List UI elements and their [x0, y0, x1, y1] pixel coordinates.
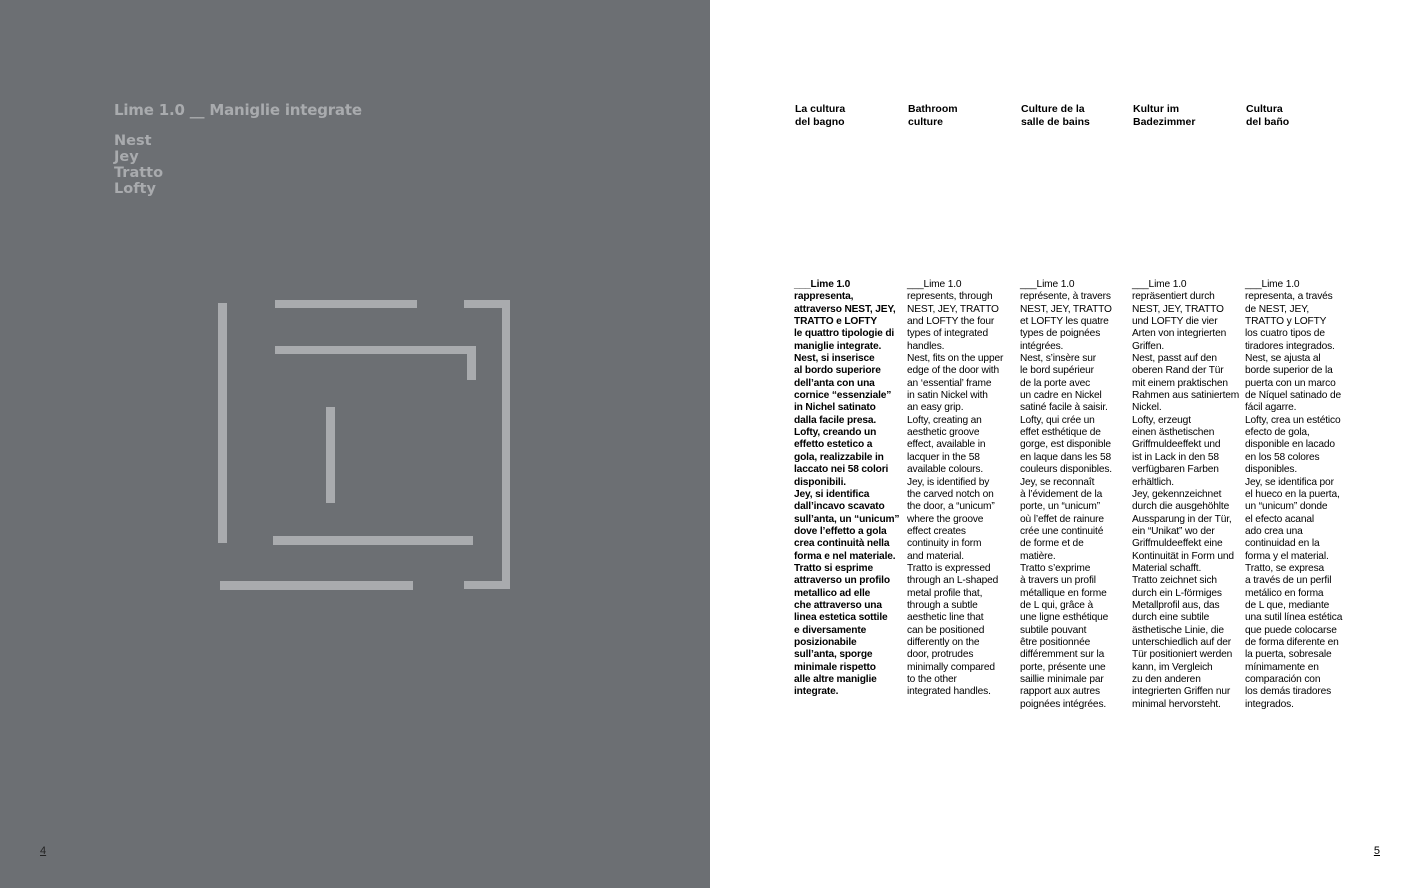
logo-bracket-bottom-right [464, 581, 510, 589]
product-item-jey: Jey [114, 149, 139, 165]
product-item-tratto: Tratto [114, 165, 164, 181]
column-heading: La cultura del bagno [795, 103, 846, 128]
page-title: Lime 1.0 __ Maniglie integrate [114, 101, 362, 119]
column-body: ___Lime 1.0 representa, a través de NEST, JEY, TRATTO y LOFTY los cuatro tipos de tiradores integrados. Nest, se ajusta al borde superior de la puerta con un marco de Níquel satinado de fácil agarre. Lofty, crea un estético efecto de gola, disponible en lacado en los 58 colores disponibles. Jey, se identifica por el hueco en la puerta, un “unicum” donde el efecto acanal ado crea una continuidad en la forma y el material. Tratto, se expresa a través de un perfil metálico en forma de L que, mediante una sutil línea estética que puede colocarse de forma diferente en la puerta, sobresale mínimamente en comparación con los demás tiradores integrados. [1245, 279, 1343, 710]
column-heading: Kultur im Badezimmer [1133, 103, 1196, 128]
page-number-left: 4 [40, 845, 47, 857]
logo-bar-inner-drop [467, 346, 476, 380]
logo-bar-bottom [220, 581, 413, 590]
logo-bar-inner-top [275, 346, 476, 354]
product-item-lofty: Lofty [114, 181, 156, 197]
product-list [114, 133, 163, 197]
column-heading: Culture de la salle de bains [1021, 103, 1090, 128]
column-body: ___Lime 1.0 repräsentiert durch NEST, JEY, TRATTO und LOFTY die vier Arten von integrierten Griffen. Nest, passt auf den oberen Rand der Tür mit einem praktischen Rahmen aus satiniertem Nickel. Lofty, erzeugt einen ästhetischen Griffmuldeeffekt und ist in Lack in den 58 verfügbaren Farben erhältlich. Jey, gekennzeichnet durch die ausgehöhlte Aussparung in der Tür, ein “Unikat” wo der Griffmuldeeffekt eine Kontinuität in Form und Material schafft. Tratto zeichnet sich durch ein L-förmiges Metallprofil aus, das durch eine subtile ästhetische Linie, die unterschiedlich auf der Tür positioniert werden kann, im Vergleich zu den anderen integrierten Griffen nur minimal hervorsteht. [1132, 279, 1240, 710]
logo-bracket-right [502, 300, 510, 589]
column-body: ___Lime 1.0 rappresenta, attraverso NEST, JEY, TRATTO e LOFTY le quattro tipologie di maniglie integrate. Nest, si inserisce al bordo superiore dell’anta con una cornice “essenziale” in Nichel satinato dalla facile presa. Lofty, creando un effetto estetico a gola, realizzabile in laccato nei 58 colori disponibili. Jey, si identifica dall’incavo scavato sull’anta, un “unicum” dove l’effetto a gola crea continuità nella forma e nel materiale. Tratto si esprime attraverso un profilo metallico ad elle che attraverso una linea estetica sottile e diversamente posizionabile sull’anta, sporge minimale rispetto alle altre maniglie integrate. [794, 279, 900, 698]
logo-bar-inner-bottom [273, 536, 473, 545]
column-body: ___Lime 1.0 représente, à travers NEST, JEY, TRATTO et LOFTY les quatre types de poignées intégrées. Nest, s’insère sur le bord supérieur de la porte avec un cadre en Nickel satiné facile à saisir. Lofty, qui crée un effet esthétique de gorge, est disponible en laque dans les 58 couleurs disponibles. Jey, se reconnaît à l’évidement de la porte, un “unicum” où l’effet de rainure crée une continuité de forme et de matière. Tratto s’exprime à travers un profil métallique en forme de L qui, grâce à une ligne esthétique subtile pouvant être positionnée différemment sur la porte, présente une saillie minimale par rapport aux autres poignées intégrées. [1020, 279, 1112, 710]
column-heading: Bathroom culture [908, 103, 958, 128]
column-heading: Cultura del baño [1246, 103, 1290, 128]
column-body: ___Lime 1.0 represents, through NEST, JEY, TRATTO and LOFTY the four types of integrated handles. Nest, fits on the upper edge of the door with an ‘essential’ frame in satin Nickel with an easy grip. Lofty, creating an aesthetic groove effect, available in lacquer in the 58 available colours. Jey, is identified by the carved notch on the door, a “unicum” where the groove effect creates continuity in form and material. Tratto is expressed through an L-shaped metal profile that, through a subtle aesthetic line that can be positioned differently on the door, protrudes minimally compared to the other integrated handles. [907, 279, 1004, 698]
logo-bar-top [275, 300, 417, 308]
logo-bar-left [218, 303, 227, 543]
lime-bracket-logo-icon [210, 292, 520, 597]
page-number-right: 5 [1373, 845, 1380, 857]
logo-bar-center [326, 407, 335, 503]
product-item-nest: Nest [114, 133, 152, 149]
right-page [710, 0, 1420, 888]
